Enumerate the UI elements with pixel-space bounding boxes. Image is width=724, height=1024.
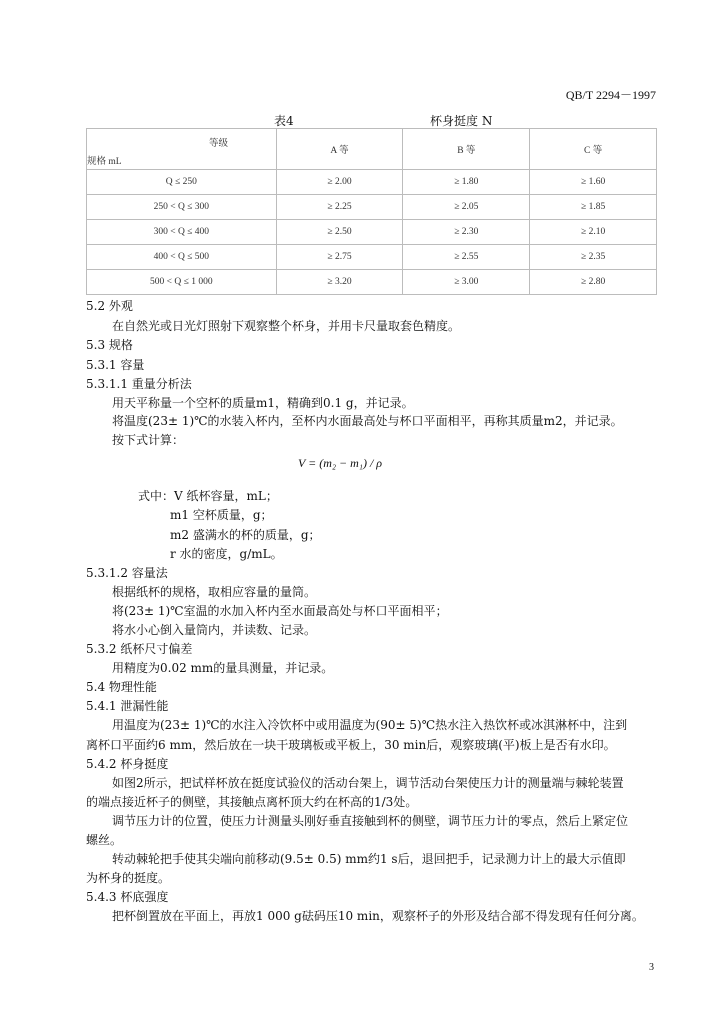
column-header-a: A 等	[276, 129, 403, 170]
grade-c-cell: ≥ 2.10	[530, 220, 657, 245]
grade-a-cell: ≥ 3.20	[276, 270, 403, 295]
table-row	[87, 245, 657, 270]
grade-a-cell: ≥ 2.00	[276, 170, 403, 195]
paragraph-line: r 水的密度，g/mL。	[170, 547, 283, 561]
paragraph-line: 用天平称量一个空杯的质量m1，精确到0.1 g，并记录。	[112, 396, 414, 410]
grade-b-cell: ≥ 2.30	[403, 220, 530, 245]
paragraph-line: 按下式计算：	[112, 433, 185, 447]
grade-c-cell: ≥ 1.85	[530, 195, 657, 220]
paragraph-line: m1 空杯质量，g；	[170, 508, 273, 522]
grade-c-cell: ≥ 2.80	[530, 270, 657, 295]
table-title: 杯身挺度 N	[430, 114, 493, 128]
paragraph-line: 转动棘轮把手使其尖端向前移动(9.5± 0.5) mm约1 s后，退回把手，记录测力计上的最大示值即	[112, 852, 626, 866]
corner-spec-label: 规格 mL	[87, 157, 122, 167]
page-number: 3	[649, 962, 654, 973]
grade-a-cell: ≥ 2.75	[276, 245, 403, 270]
stiffness-table	[86, 128, 657, 295]
section-heading: 5.4.2 杯身挺度	[86, 757, 169, 771]
paragraph-line: 把杯倒置放在平面上，再放1 000 g砝码压10 min，观察杯子的外形及结合部不得发现有任何分离。	[112, 909, 644, 923]
spec-cell: 400 < Q ≤ 500	[87, 245, 277, 270]
paragraph-line: 在自然光或日光灯照射下观察整个杯身，并用卡尺量取套色精度。	[112, 319, 461, 333]
section-heading: 5.3.2 纸杯尺寸偏差	[86, 642, 193, 656]
section-heading: 5.4 物理性能	[86, 680, 157, 694]
paragraph-line: 的端点接近杯子的侧壁，其接触点离杯顶大约在杯高的1/3处。	[86, 795, 418, 809]
section-heading: 5.3.1 容量	[86, 358, 145, 372]
grade-b-cell: ≥ 2.05	[403, 195, 530, 220]
section-heading: 5.2 外观	[86, 299, 133, 313]
table-row	[87, 270, 657, 295]
table-caption	[86, 112, 656, 128]
paragraph-line: 用温度为(23± 1)℃的水注入冷饮杯中或用温度为(90± 5)℃热水注入热饮杯或冰淇淋杯中，注到	[112, 718, 628, 732]
section-heading: 5.4.1 泄漏性能	[86, 699, 169, 713]
column-header-c: C 等	[530, 129, 657, 170]
section-heading: 5.4.3 杯底强度	[86, 890, 169, 904]
grade-a-cell: ≥ 2.25	[276, 195, 403, 220]
paragraph-line: 将水小心倒入量筒内，并读数、记录。	[112, 623, 317, 637]
table-row	[87, 195, 657, 220]
paragraph-line: 调节压力计的位置，使压力计测量头刚好垂直接触到杯的侧壁，调节压力计的零点，然后上紧定位	[112, 814, 629, 828]
standard-code: QB/T 2294－1997	[565, 88, 656, 102]
paragraph-line: 如图2所示，把试样杯放在挺度试验仪的活动台架上，调节活动台架使压力计的测量端与棘轮装置	[112, 776, 624, 790]
spec-cell: Q ≤ 250	[87, 170, 277, 195]
corner-grade-label: 等级	[209, 139, 229, 149]
table-row	[87, 220, 657, 245]
grade-b-cell: ≥ 3.00	[403, 270, 530, 295]
section-heading: 5.3.1.1 重量分析法	[86, 377, 192, 391]
grade-b-cell: ≥ 2.55	[403, 245, 530, 270]
table-row	[87, 170, 657, 195]
section-heading: 5.3.1.2 容量法	[86, 566, 168, 580]
paragraph-line: 根据纸杯的规格，取相应容量的量筒。	[112, 585, 317, 599]
grade-c-cell: ≥ 1.60	[530, 170, 657, 195]
paragraph-line: 离杯口平面约6 mm，然后放在一块干玻璃板或平板上，30 min后，观察玻璃(平)板上是否有水印。	[86, 738, 616, 752]
spec-cell: 250 < Q ≤ 300	[87, 195, 277, 220]
paragraph-line: 螺丝。	[86, 833, 123, 847]
paragraph-line: m2 盛满水的杯的质量，g；	[170, 528, 321, 542]
grade-a-cell: ≥ 2.50	[276, 220, 403, 245]
table-header-row	[87, 129, 657, 170]
paragraph-line: 将温度(23± 1)℃的水装入杯内，至杯内水面最高处与杯口平面相平，再称其质量m2，并记录。	[112, 414, 623, 428]
paragraph-line: 用精度为0.02 mm的量具测量，并记录。	[112, 661, 334, 675]
grade-b-cell: ≥ 1.80	[403, 170, 530, 195]
column-header-b: B 等	[403, 129, 530, 170]
volume-formula: V = (m₂ − m₁) / ρ	[298, 456, 383, 470]
table-number: 表4	[274, 114, 294, 128]
grade-c-cell: ≥ 2.35	[530, 245, 657, 270]
paragraph-line: 为杯身的挺度。	[86, 871, 171, 885]
section-heading: 5.3 规格	[86, 338, 133, 352]
spec-cell: 300 < Q ≤ 400	[87, 220, 277, 245]
paragraph-line: 将(23± 1)℃室温的水加入杯内至水面最高处与杯口平面相平；	[112, 604, 448, 618]
table-corner-cell	[87, 129, 277, 170]
paragraph-line: 式中：V 纸杯容量，mL；	[138, 489, 278, 503]
spec-cell: 500 < Q ≤ 1 000	[87, 270, 277, 295]
